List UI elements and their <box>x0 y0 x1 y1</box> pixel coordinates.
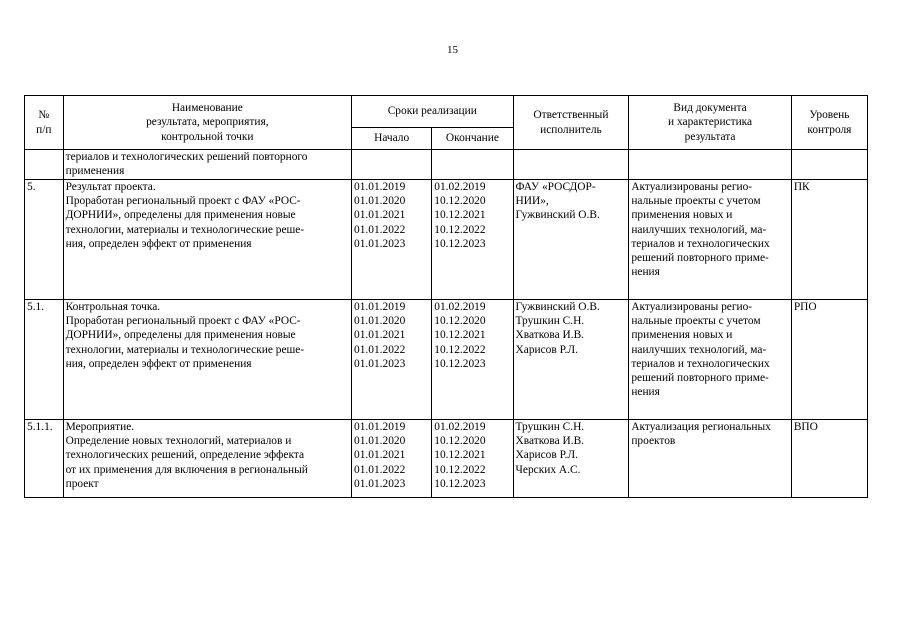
cell-name: Контрольная точка. Проработан региональный проект с ФАУ «РОС- ДОРНИИ», определены для применения новые технологии, материалы и технологические реше- ния, определен эффект от применения <box>63 300 351 420</box>
cell-responsible: ФАУ «РОСДОР- НИИ», Гужвинский О.В. <box>513 180 629 300</box>
cell-end: 01.02.2019 10.12.2020 10.12.2021 10.12.2022 10.12.2023 <box>432 300 513 420</box>
cell-start: 01.01.2019 01.01.2020 01.01.2021 01.01.2022 01.01.2023 <box>352 180 432 300</box>
header-num: № п/п <box>25 96 64 150</box>
header-name: Наименование результата, мероприятия, контрольной точки <box>63 96 351 150</box>
cell-responsible: Гужвинский О.В. Трушкин С.Н. Хваткова И.В. Харисов Р.Л. <box>513 300 629 420</box>
cell-num: 5.1.1. <box>25 420 64 498</box>
cell-end: 01.02.2019 10.12.2020 10.12.2021 10.12.2022 10.12.2023 <box>432 180 513 300</box>
cell-level: РПО <box>791 300 867 420</box>
cell-num: 5.1. <box>25 300 64 420</box>
header-level: Уровень контроля <box>791 96 867 150</box>
cell-level: ВПО <box>791 420 867 498</box>
cell-level: ПК <box>791 180 867 300</box>
page-number: 15 <box>447 44 458 56</box>
cell-name: Результат проекта. Проработан региональный проект с ФАУ «РОС- ДОРНИИ», определены для применения новые технологии, материалы и технологические реше- ния, определен эффект от применения <box>63 180 351 300</box>
header-end: Окончание <box>432 128 513 150</box>
header-doc: Вид документа и характеристика результата <box>629 96 792 150</box>
table-row <box>25 420 868 498</box>
cell-name: Мероприятие. Определение новых технологий, материалов и технологических решений, определение эффекта от их применения для включения в региональный проект <box>63 420 351 498</box>
cell-doc: Актуализированы регио- нальные проекты с учетом применения новых и наилучших технологий, ма- териалов и технологических решений повторного приме- нения <box>629 180 792 300</box>
table-row <box>25 180 868 300</box>
schedule-table <box>24 95 868 498</box>
header-start: Начало <box>352 128 432 150</box>
table-row <box>25 300 868 420</box>
table-row-continuation <box>25 150 868 180</box>
header-responsible: Ответственный исполнитель <box>513 96 629 150</box>
header-period: Сроки реализации <box>352 96 514 128</box>
cell-start: 01.01.2019 01.01.2020 01.01.2021 01.01.2022 01.01.2023 <box>352 300 432 420</box>
cell-doc: Актуализированы регио- нальные проекты с учетом применения новых и наилучших технологий, ма- териалов и технологических решений повторного приме- нения <box>629 300 792 420</box>
cell-name: териалов и технологических решений повторного применения <box>63 150 351 180</box>
cell-end: 01.02.2019 10.12.2020 10.12.2021 10.12.2022 10.12.2023 <box>432 420 513 498</box>
cell-num <box>25 150 64 180</box>
cell-start: 01.01.2019 01.01.2020 01.01.2021 01.01.2022 01.01.2023 <box>352 420 432 498</box>
cell-responsible: Трушкин С.Н. Хваткова И.В. Харисов Р.Л. Черских А.С. <box>513 420 629 498</box>
cell-doc: Актуализация региональных проектов <box>629 420 792 498</box>
cell-num: 5. <box>25 180 64 300</box>
